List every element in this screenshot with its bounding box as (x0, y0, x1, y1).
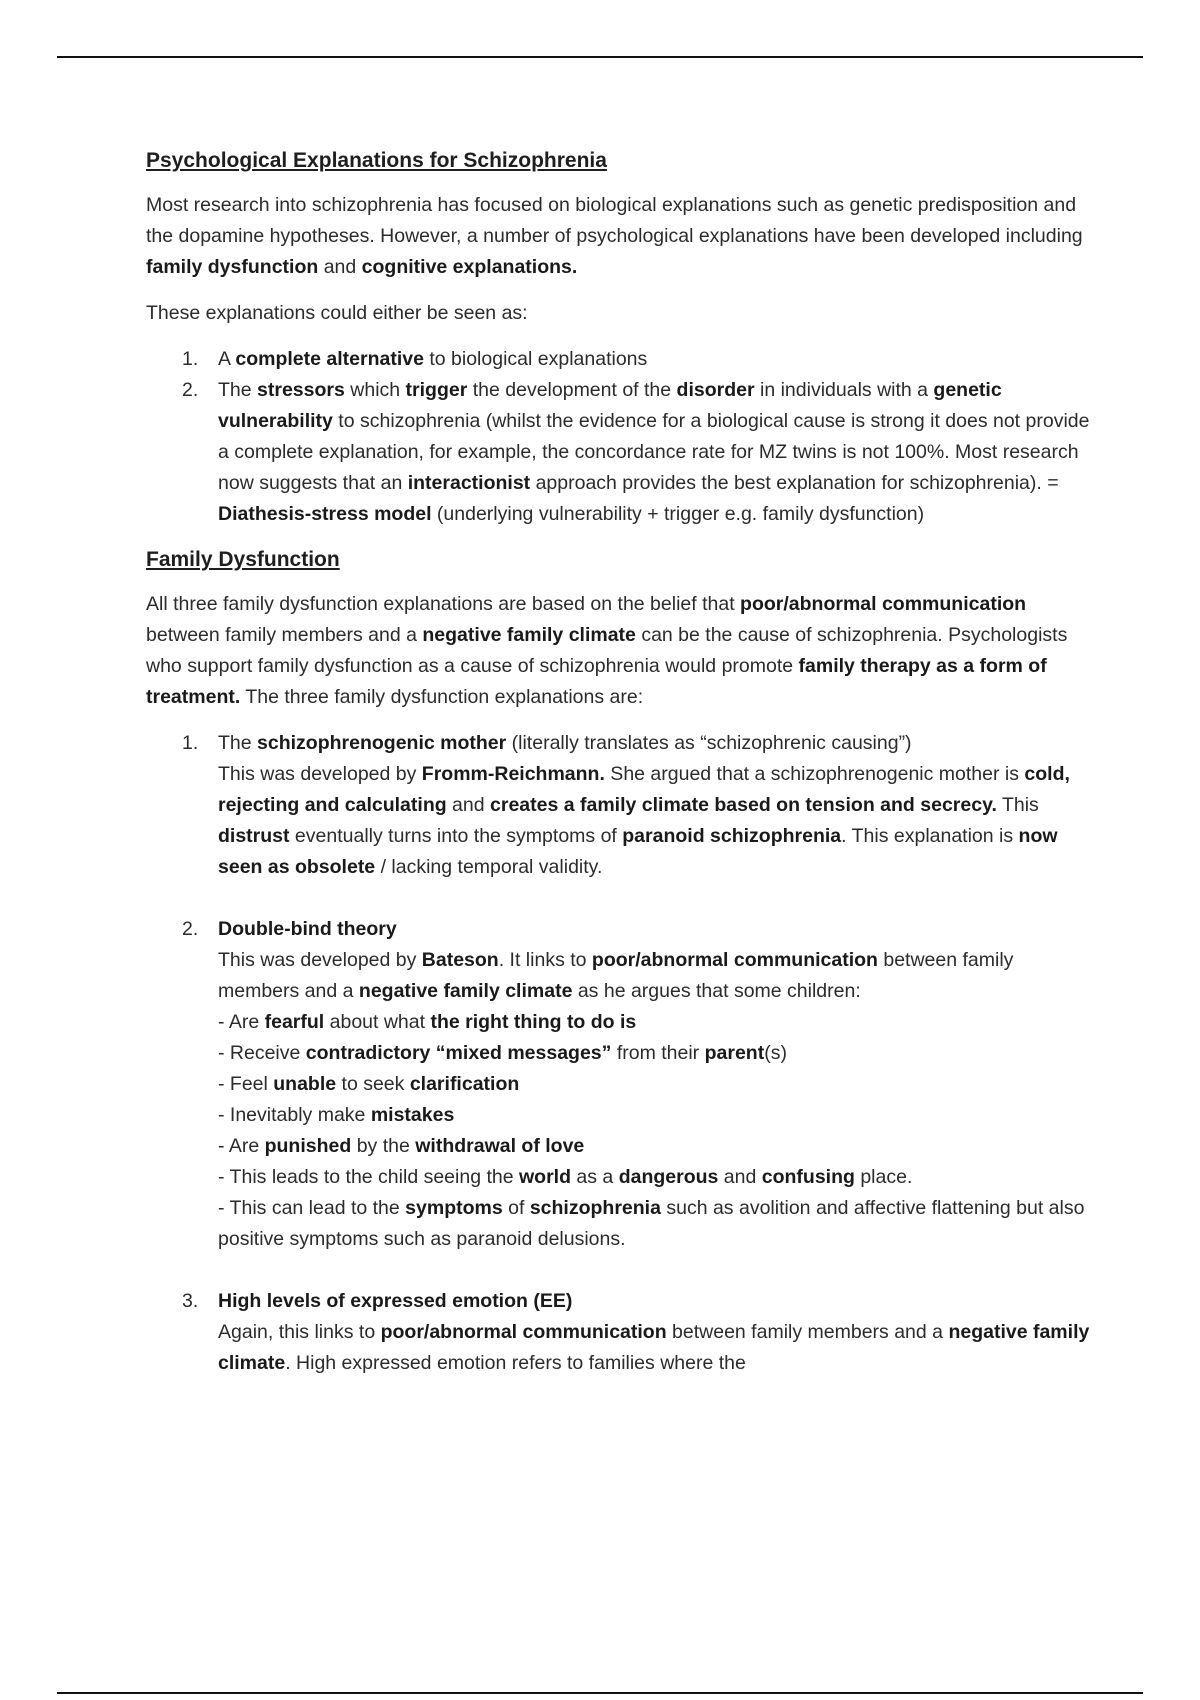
bold-text: stressors (257, 379, 345, 401)
bold-text: world (518, 1166, 571, 1188)
text-run: - Receive (218, 1042, 306, 1064)
bold-text: High levels of expressed emotion (EE) (218, 1290, 573, 1312)
bold-text: disorder (676, 379, 755, 401)
bold-text: cognitive explanations. (361, 256, 578, 278)
bold-text: complete alternative (235, 348, 424, 370)
list-number: 3. (182, 1290, 199, 1312)
list-line (218, 945, 1096, 1007)
text-run: . This explanation is (841, 825, 1019, 847)
list-line (218, 1100, 1096, 1131)
bold-text: negative family climate (358, 980, 573, 1002)
top-rule (57, 56, 1143, 58)
text-run: - Inevitably make (218, 1104, 371, 1126)
bottom-rule (57, 1692, 1143, 1694)
text-run: All three family dysfunction explanations are based on the belief that (146, 593, 741, 615)
document-page (146, 146, 1096, 1394)
text-run: The (218, 379, 258, 401)
text-run: . High expressed emotion refers to families where the (285, 1352, 746, 1374)
text-run: place. (854, 1166, 913, 1188)
text-run: which (344, 379, 406, 401)
bold-text: cold, rejecting and calculating (218, 763, 1070, 816)
list-item (146, 728, 1096, 883)
bold-text: mistakes (370, 1104, 455, 1126)
bold-text: fearful (264, 1011, 325, 1033)
text-run: - This can lead to the (218, 1197, 406, 1219)
bold-text: poor/abnormal communication (380, 1321, 667, 1343)
bold-text: Fromm-Reichmann. (421, 763, 605, 785)
list-line (218, 1286, 1096, 1317)
list-line (218, 1193, 1096, 1255)
text-run: to seek (336, 1073, 410, 1095)
bold-text: negative family climate (218, 1321, 1090, 1374)
text-run: to schizophrenia (whilst the evidence for a biological cause is strong it does not provide a complete explanation, for example, the concordance rate for MZ twins is not 100%. Most research now suggests that an (218, 410, 1090, 494)
bold-text: distrust (218, 825, 290, 847)
bold-text: dangerous (618, 1166, 719, 1188)
list-item (146, 344, 1096, 375)
list-item (146, 375, 1096, 530)
bold-text: poor/abnormal communication (740, 593, 1027, 615)
list-line (218, 1069, 1096, 1100)
text-run: This (996, 794, 1039, 816)
text-run: Most research into schizophrenia has focused on biological explanations such as genetic predisposition and the dopamine hypotheses. However, a number of psychological explanations have been developed including (146, 194, 1083, 247)
text-run: of (502, 1197, 530, 1219)
bold-text: Diathesis-stress model (218, 503, 432, 525)
bold-text: poor/abnormal communication (591, 949, 878, 971)
text-run: A (218, 348, 236, 370)
bold-text: now seen as obsolete (218, 825, 1058, 878)
bold-text: punished (264, 1135, 352, 1157)
bold-text: unable (273, 1073, 337, 1095)
text-run: and (718, 1166, 762, 1188)
text-run: - Feel (218, 1073, 274, 1095)
bold-text: interactionist (407, 472, 531, 494)
bold-text: Bateson (421, 949, 499, 971)
text-run: about what (324, 1011, 431, 1033)
family-intro-paragraph (146, 589, 1096, 713)
list-number: 1. (182, 348, 199, 370)
text-run: can be the cause of schizophrenia. Psychologists who support family dysfunction as a cause of schizophrenia would promote (146, 624, 1068, 677)
bold-text: negative family climate (422, 624, 636, 646)
bold-text: schizophrenogenic mother (257, 732, 507, 754)
text-run: This was developed by (218, 763, 422, 785)
text-run: and (318, 256, 362, 278)
bold-text: withdrawal of love (415, 1135, 585, 1157)
text-run: such as avolition and affective flattening but also positive symptoms such as paranoid delusions. (218, 1197, 1085, 1250)
text-run: (underlying vulnerability + trigger e.g. family dysfunction) (431, 503, 925, 525)
list-line (218, 1317, 1096, 1379)
list-line (218, 1038, 1096, 1069)
family-dysfunction-list (146, 728, 1096, 1379)
bold-text: confusing (761, 1166, 855, 1188)
text-run: This was developed by (218, 949, 422, 971)
bold-text: genetic vulnerability (218, 379, 1002, 432)
text-run: the development of the (467, 379, 677, 401)
text-run: / lacking temporal validity. (375, 856, 603, 878)
list-number: 1. (182, 732, 199, 754)
heading-family-dysfunction: Family Dysfunction (146, 548, 340, 571)
text-run: between family members and a (218, 949, 1014, 1002)
bold-text: paranoid schizophrenia (622, 825, 842, 847)
text-run: The three family dysfunction explanations are: (240, 686, 644, 708)
explanations-list (146, 344, 1096, 530)
list-number: 2. (182, 918, 199, 940)
text-run: to biological explanations (423, 348, 648, 370)
bold-text: symptoms (405, 1197, 503, 1219)
text-run: as he argues that some children: (572, 980, 861, 1002)
text-run: between family members and a (146, 624, 423, 646)
list-line (218, 1131, 1096, 1162)
list-line (218, 1162, 1096, 1193)
text-run: . It links to (498, 949, 592, 971)
text-run: as a (570, 1166, 619, 1188)
bold-text: creates a family climate based on tension and secrecy. (490, 794, 997, 816)
list-line (218, 728, 1096, 759)
list-item (146, 914, 1096, 1255)
bold-text: schizophrenia (529, 1197, 661, 1219)
heading-psychological-explanations: Psychological Explanations for Schizophrenia (146, 149, 607, 172)
bold-text: the right thing to do is (430, 1011, 637, 1033)
text-run: She argued that a schizophrenogenic mother is (604, 763, 1025, 785)
list-line (218, 759, 1096, 883)
text-run: approach provides the best explanation for schizophrenia). = (530, 472, 1059, 494)
bold-text: contradictory “mixed messages” (305, 1042, 612, 1064)
text-run: - Are (218, 1135, 265, 1157)
text-run: eventually turns into the symptoms of (289, 825, 623, 847)
text-run: - Are (218, 1011, 265, 1033)
list-line (218, 1007, 1096, 1038)
bold-text: clarification (409, 1073, 520, 1095)
text-run: (literally translates as “schizophrenic causing”) (506, 732, 912, 754)
intro-paragraph (146, 190, 1096, 283)
bold-text: family therapy as a form of treatment. (146, 655, 1047, 708)
bold-text: Double-bind theory (218, 918, 397, 940)
text-run: in individuals with a (754, 379, 934, 401)
bold-text: family dysfunction (146, 256, 319, 278)
text-run: by the (351, 1135, 416, 1157)
bold-text: parent (704, 1042, 765, 1064)
text-run: The (218, 732, 258, 754)
text-run: and (446, 794, 491, 816)
lead-paragraph: These explanations could either be seen as: (146, 302, 528, 324)
text-run: Again, this links to (218, 1321, 381, 1343)
text-run: - This leads to the child seeing the (218, 1166, 519, 1188)
list-number: 2. (182, 379, 199, 401)
text-run: (s) (764, 1042, 787, 1064)
text-run: from their (611, 1042, 705, 1064)
bold-text: trigger (405, 379, 468, 401)
list-line (218, 914, 1096, 945)
list-item (146, 1286, 1096, 1379)
text-run: between family members and a (666, 1321, 949, 1343)
